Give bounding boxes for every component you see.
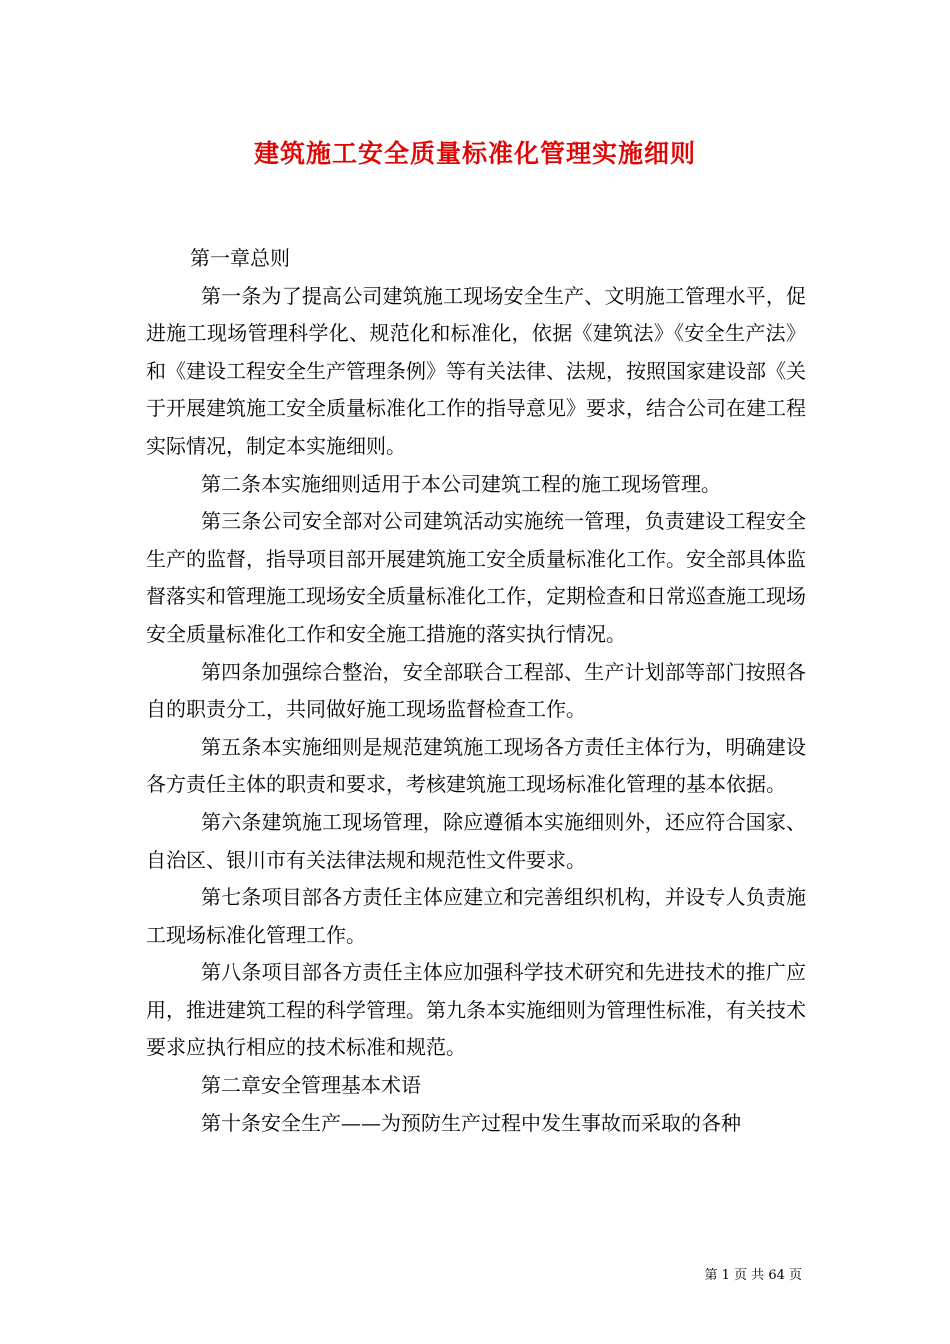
paragraph: 第六条建筑施工现场管理，除应遵循本实施细则外，还应符合国家、自治区、银川市有关法律法规和规范性文件要求。 (146, 809, 806, 872)
paragraph: 第二条本实施细则适用于本公司建筑工程的施工现场管理。 (201, 471, 721, 496)
paragraph: 第七条项目部各方责任主体应建立和完善组织机构，并设专人负责施工现场标准化管理工作。 (146, 885, 806, 947)
chapter-heading: 第二章安全管理基本术语 (201, 1073, 421, 1098)
page-number: 第 1 页 共 64 页 (704, 1268, 802, 1283)
paragraph: 第八条项目部各方责任主体应加强科学技术研究和先进技术的推广应用，推进建筑工程的科学管理。第九条本实施细则为管理性标准，有关技术要求应执行相应的技术标准和规范。 (146, 960, 806, 1060)
paragraph: 第十条安全生产——为预防生产过程中发生事故而采取的各种 (201, 1110, 741, 1135)
paragraph: 第一条为了提高公司建筑施工现场安全生产、文明施工管理水平，促进施工现场管理科学化、规范化和标准化，依据《建筑法》《安全生产法》和《建设工程安全生产管理条例》等有关法律、法规，按照国家建设部《关于开展建筑施工安全质量标准化工作的指导意见》要求，结合公司在建工程实际情况，制定本实施细则。 (146, 283, 806, 458)
paragraph: 第三条公司安全部对公司建筑活动实施统一管理，负责建设工程安全生产的监督，指导项目部开展建筑施工安全质量标准化工作。安全部具体监督落实和管理施工现场安全质量标准化工作，定期检查和日常巡查施工现场安全质量标准化工作和安全施工措施的落实执行情况。 (146, 509, 806, 646)
paragraph: 第五条本实施细则是规范建筑施工现场各方责任主体行为，明确建设各方责任主体的职责和要求，考核建筑施工现场标准化管理的基本依据。 (146, 734, 806, 797)
chapter-heading: 第一章总则 (190, 246, 290, 270)
document-title: 建筑施工安全质量标准化管理实施细则 (253, 139, 696, 168)
paragraph: 第四条加强综合整治，安全部联合工程部、生产计划部等部门按照各自的职责分工，共同做好施工现场监督检查工作。 (146, 659, 806, 722)
document-body (146, 240, 806, 1142)
